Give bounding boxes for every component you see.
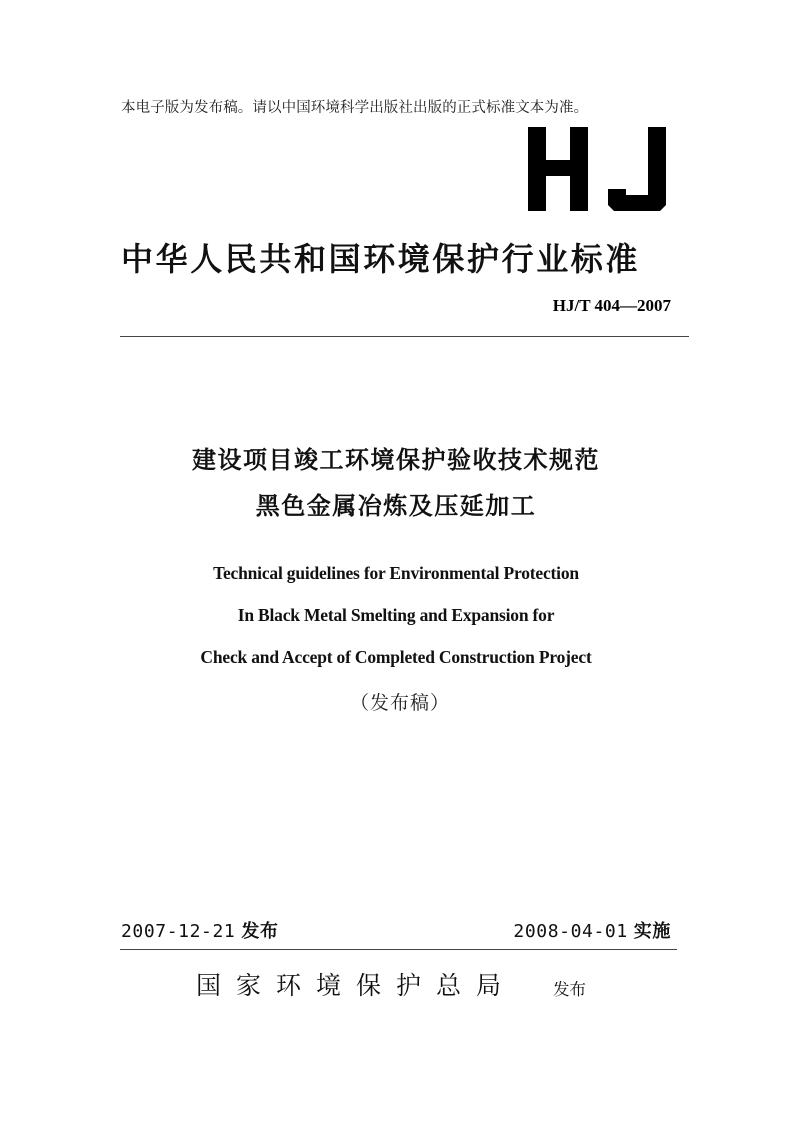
chinese-title-line-2: 黑色金属冶炼及压延加工	[255, 492, 537, 520]
english-title-line-3: Check and Accept of Completed Construction Project	[200, 647, 592, 667]
issue-date-block	[121, 917, 279, 943]
standard-category-title: 中华人民共和国环境保护行业标准	[121, 240, 641, 278]
publisher-name: 国家环境保护总局	[196, 971, 517, 1000]
issue-date: 2007-12-21	[121, 921, 236, 942]
effective-date: 2008-04-01	[513, 921, 628, 942]
hj-logo	[528, 127, 668, 211]
footer-divider	[120, 949, 677, 950]
effective-date-block	[513, 917, 671, 943]
effective-label: 实施	[633, 921, 671, 942]
english-title-line-1: Technical guidelines for Environmental Protection	[213, 563, 579, 583]
issue-label: 发布	[241, 921, 279, 942]
standard-number: HJ/T 404—2007	[552, 296, 671, 315]
header-divider	[120, 336, 689, 337]
electronic-version-notice: 本电子版为发布稿。请以中国环境科学出版社出版的正式标准文本为准。	[121, 100, 589, 116]
release-draft-note: （发布稿）	[349, 692, 450, 714]
english-title-line-2: In Black Metal Smelting and Expansion for	[237, 605, 555, 625]
publisher-suffix: 发布	[553, 980, 586, 999]
chinese-title-line-1: 建设项目竣工环境保护验收技术规范	[192, 446, 600, 474]
